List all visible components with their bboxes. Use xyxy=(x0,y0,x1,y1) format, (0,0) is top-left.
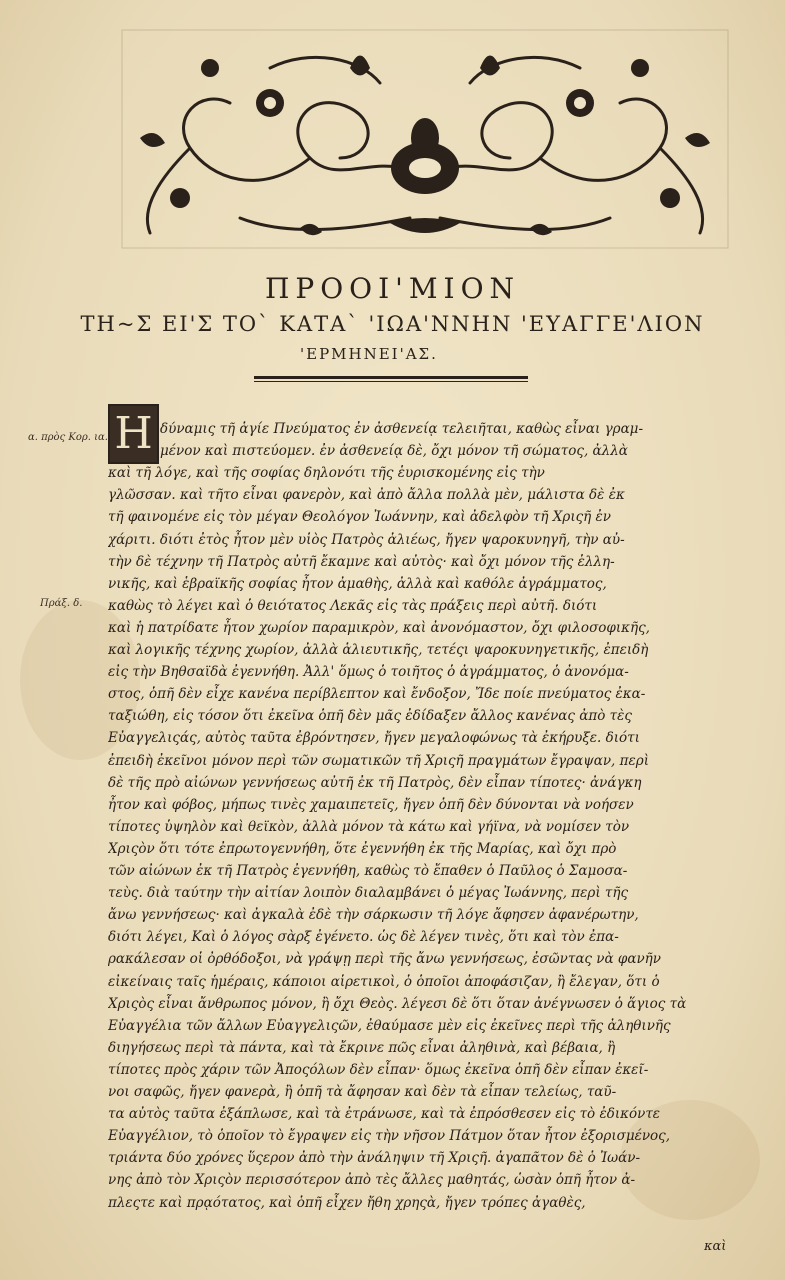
headpiece-ornament xyxy=(120,28,730,250)
text-line: Εὐαγγέλια τῶν ἄλλων Εὐαγγελιςῶν, ἐθαύμασε μὲν εἰς ἐκεῖνες περὶ τῆς ἀληθινῆς xyxy=(108,1017,671,1034)
page-subtitle-2: 'ΕΡΜΗΝΕΙ'ΑΣ. xyxy=(300,345,438,363)
text-line: Εὐαγγέλιον, τὸ ὁποῖον τὸ ἔγραψεν εἰς τὴν νῆσον Πάτμον ὅταν ἦτον ἐξορισμένος, xyxy=(108,1128,671,1145)
title-rule xyxy=(254,376,528,379)
drop-cap-letter: Η xyxy=(114,408,153,459)
text-line: ἦτον καὶ φόβος, μήπως τινὲς χαμαιπετεῖς, ἤγεν ὁπῆ δὲν δύνονται νὰ νοήσεν xyxy=(108,796,634,813)
text-line: νοι σαφῶς, ἤγεν φανερὰ, ἢ ὁπῆ τὰ ἄφησαν καὶ δὲν τὰ εἶπαν τελείως, ταῦ- xyxy=(108,1084,617,1100)
text-line: Εὐαγγελιςάς, αὐτὸς ταῦτα ἐβρόντησεν, ἤγεν μεγαλοφώνως τὰ ἐκήρυξε. διότι xyxy=(108,730,640,747)
text-line: τριάντα δύο χρόνες ὕςερον ἀπὸ τὴν ἀνάληψιν τῆ Χριςῆ. ἀγαπᾶτον δὲ ὁ Ἰωάν- xyxy=(108,1150,641,1167)
text-line: Χριςὸς εἶναι ἄνθρωπος μόνον, ἢ ὄχι Θεὸς. λέγεσι δὲ ὅτι ὅταν ἀνέγνωσεν ὁ ἅγιος τὰ xyxy=(108,995,687,1012)
text-line: χάριτι. διότι ἐτὸς ἦτον μὲν υἱὸς Πατρὸς ἁλιέως, ἤγεν ψαροκυνηγῆ, τὴν αὐ- xyxy=(108,531,625,548)
page-subtitle: ΤΗ~Σ ΕΙ'Σ ΤΟ` ΚΑΤΑ` 'ΙΩΑ'ΝΝΗΝ 'ΕΥΑΓΓΕ'ΛΙΟΝ xyxy=(80,312,705,336)
text-line: τα αὐτὸς ταῦτα ἐξάπλωσε, καὶ τὰ ἐτράνωσε, καὶ τὰ ἐπρόσθεσεν εἰς τὸ ἐδικόντε xyxy=(108,1106,661,1123)
text-line: ρακάλεσαν οἱ ὀρθόδοξοι, νὰ γράψῃ περὶ τῆς ἄνω γεννήσεως, ἐσῶντας νὰ φανῆν xyxy=(108,951,661,968)
text-line: νικῆς, καὶ ἑβραϊκῆς σοφίας ἦτον ἀμαθὴς, ἀλλὰ καὶ καθόλε ἀγράμματος, xyxy=(108,575,607,592)
text-line: καὶ ἡ πατρίδατε ἦτον χωρίον παραμικρὸν, καὶ ἀνονόμαστον, ὄχι φιλοσοφικῆς, xyxy=(108,619,650,636)
text-line: καθὼς τὸ λέγει καὶ ὁ θειότατος Λεκᾶς εἰς τὰς πράξεις περὶ αὐτῆ. διότι xyxy=(108,597,598,614)
text-line: διότι λέγει, Καὶ ὁ λόγος σὰρξ ἐγένετο. ὡς δὲ λέγεν τινὲς, ὅτι καὶ τὸν ἐπα- xyxy=(108,929,619,946)
margin-note: α. πρὸς Κορ. ια. xyxy=(28,432,108,443)
text-line: δὲ τῆς πρὸ αἰώνων γεννήσεως αὐτῆ ἐκ τῆ Πατρὸς, δὲν εἶπαν τίποτες· ἀνάγκη xyxy=(108,774,642,791)
text-line: στος, ὁπῆ δὲν εἶχε κανένα περίβλεπτον καὶ ἔνδοξον, Ἴδε ποίε πνεύματος ἐκα- xyxy=(108,686,646,703)
title-rule-thin xyxy=(254,381,528,382)
text-line: τῆ φαινομένε εἰς τὸν μέγαν Θεολόγον Ἰωάννην, καὶ ἀδελφὸν τῆ Χριςῆ ἐν xyxy=(108,509,612,526)
text-line: πλεςτε καὶ πρᾳότατος, καὶ ὁπῆ εἶχεν ἤθη χρηςὰ, ἤγεν τρόπες ἀγαθὲς, xyxy=(108,1194,586,1211)
catchword: καὶ xyxy=(704,1239,727,1254)
page-title: ΠΡΟΟΙ'ΜΙΟΝ xyxy=(264,272,521,305)
text-line: μένον καὶ πιστεύομεν. ἐν ἀσθενείᾳ δὲ, ὄχι μόνον τῆ σώματος, ἀλλὰ xyxy=(160,443,628,460)
text-line: νης ἀπὸ τὸν Χριςὸν περισσότερον ἀπὸ τὲς ἄλλες μαθητάς, ὡσὰν ὁπῆ ἦτον ἀ- xyxy=(108,1172,636,1189)
margin-note: Πράξ. δ. xyxy=(40,598,83,609)
text-line: γλῶσσαν. καὶ τῆτο εἶναι φανερὸν, καὶ ἀπὸ ἄλλα πολλὰ μὲν, μάλιστα δὲ ἐκ xyxy=(108,487,625,504)
text-line: καὶ τῆ λόγε, καὶ τῆς σοφίας δηλονότι τῆς ἑυρισκομένης εἰς τὴν xyxy=(108,465,545,482)
text-line: τίποτες πρὸς χάριν τῶν Ἀποςόλων δὲν εἶπαν· ὅμως ἐκεῖνα ὁπῆ δὲν εἶπαν ἐκεῖ- xyxy=(108,1061,649,1078)
text-line: καὶ λογικῆς τέχνης χωρίον, ἀλλὰ ἁλιευτικῆς, τετέςι ψαροκυνηγετικῆς, ἐπειδὴ xyxy=(108,642,649,658)
text-line: Χριςὸν ὅτι τότε ἐπρωτογεννήθη, ὅτε ἐγεννήθη ἐκ τῆς Μαρίας, καὶ ὄχι πρὸ xyxy=(108,840,617,857)
text-line: εἰκείναις ταῖς ἡμέραις, κάποιοι αἱρετικοὶ, ὁ ὁποῖοι ἀποφάσιζαν, ἢ ἔλεγαν, ὅτι ὁ xyxy=(108,973,660,990)
text-line: δύναμις τῆ ἁγίε Πνεύματος ἐν ἀσθενείᾳ τελειῆται, καθὼς εἶναι γραμ- xyxy=(160,421,644,437)
text-line: τίποτες ὑψηλὸν καὶ θεϊκὸν, ἀλλὰ μόνον τὰ κάτω καὶ γήϊνα, νὰ νομίσεν τὸν xyxy=(108,818,630,835)
text-line: ἐπειδὴ ἐκεῖνοι μόνον περὶ τῶν σωματικῶν τῆ Χριςῆ πραγμάτων ἔγραψαν, περὶ xyxy=(108,752,649,769)
drop-cap xyxy=(108,404,159,464)
text-line: τὴν δὲ τέχνην τῆ Πατρὸς αὐτῆ ἔκαμνε καὶ αὐτὸς· καὶ ὄχι μόνον τῆς ἑλλη- xyxy=(108,553,615,570)
text-line: τῶν αἰώνων ἐκ τῆ Πατρὸς ἐγεννήθη, καθὼς τὸ ἔπαθεν ὁ Παῦλος ὁ Σαμοσα- xyxy=(108,863,628,879)
text-line: ἄνω γεννήσεως· καὶ ἀγκαλὰ ἐδὲ τὴν σάρκωσιν τῆ λόγε ἄφησεν ἀφανέρωτην, xyxy=(108,907,639,924)
text-line: ταξιώθη, εἰς τόσον ὅτι ἐκεῖνα ὁπῆ δὲν μᾶς ἐδίδαξεν ἄλλος κανένας ἀπὸ τὲς xyxy=(108,708,632,725)
text-line: εἰς τὴν Βηθσαϊδὰ ἐγεννήθη. Ἀλλ' ὅμως ὁ τοιῆτος ὁ ἀγράμματος, ὁ ἀνονόμα- xyxy=(108,664,629,681)
text-line: διηγήσεως περὶ τὰ πάντα, καὶ τὰ ἔκρινε πῶς εἶναι ἀληθινὰ, καὶ βέβαια, ἢ xyxy=(108,1039,616,1056)
text-line: τεὺς. διὰ ταύτην τὴν αἰτίαν λοιπὸν διαλαμβάνει ὁ μέγας Ἰωάννης, περὶ τῆς xyxy=(108,885,629,902)
